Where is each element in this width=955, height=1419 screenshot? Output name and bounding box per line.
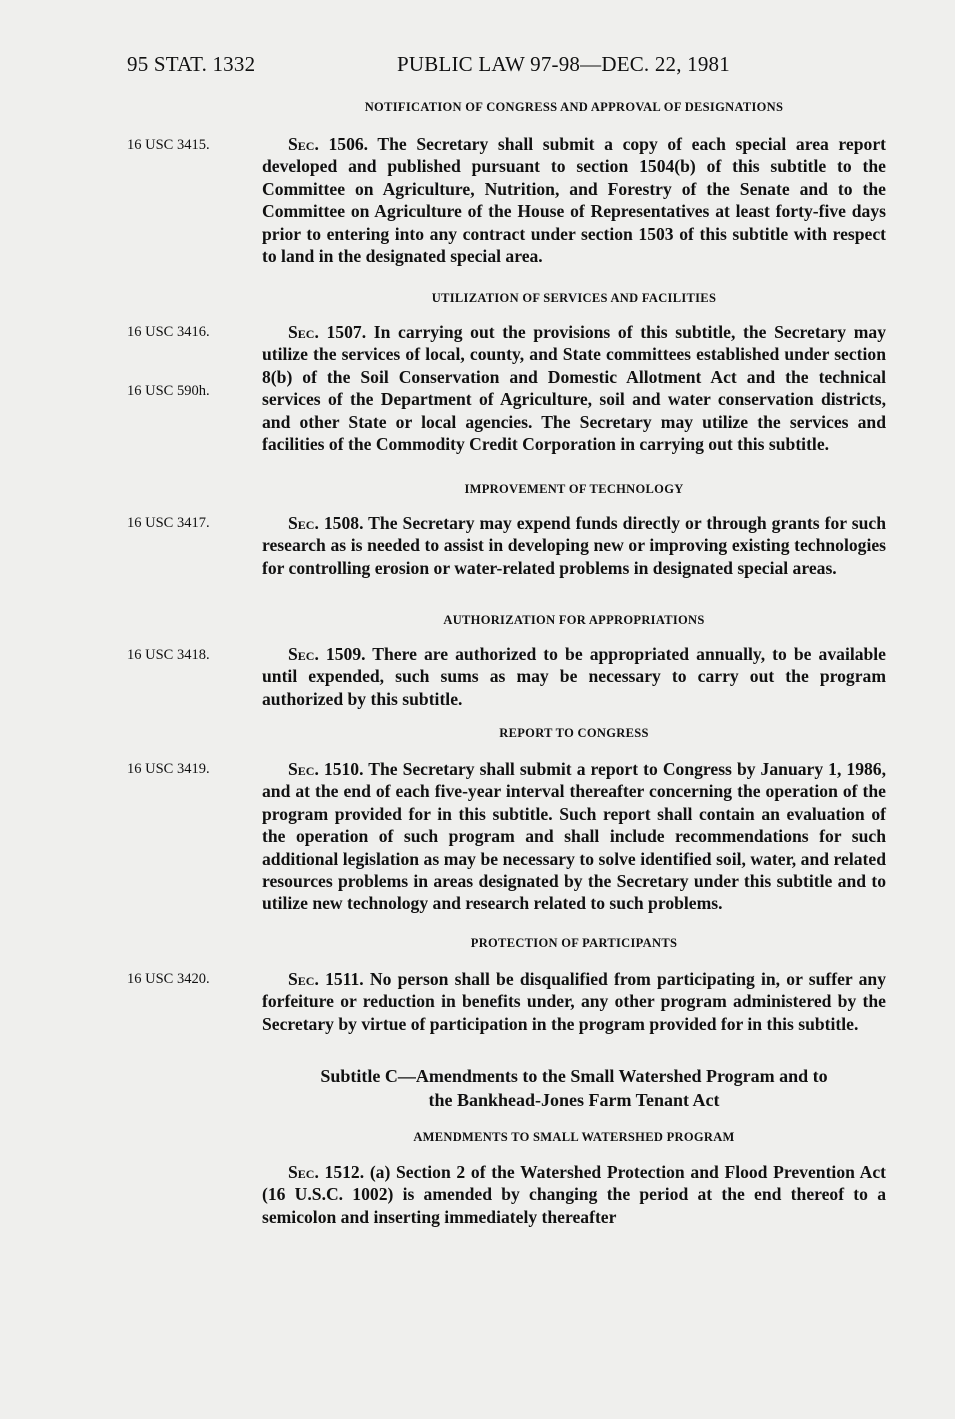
- section-body: 1512. (a) Section 2 of the Watershed Protection and Flood Prevention Act (16 U.S.C. 1002) is amended by changing the period at the end thereof to a semicolon and inserting immediately thereafter: [262, 1162, 886, 1227]
- section-heading-1511: PROTECTION OF PARTICIPANTS: [470, 936, 678, 950]
- margin-note-3420: 16 USC 3420.: [127, 971, 210, 987]
- public-law-title: PUBLIC LAW 97-98—DEC. 22, 1981: [397, 52, 730, 76]
- section-1507-text: [262, 321, 886, 455]
- section-1512-text: [262, 1161, 886, 1228]
- margin-note-3418: 16 USC 3418.: [127, 647, 210, 663]
- sec-label: Sec.: [288, 513, 319, 533]
- section-1511-text: [262, 968, 886, 1035]
- margin-note-3417: 16 USC 3417.: [127, 515, 210, 531]
- section-body: 1507. In carrying out the provisions of this subtitle, the Secretary may utilize the services of local, county, and State committees established under section 8(b) of the Soil Conservation and Domestic Allotment Act and the technical services of the Department of Agriculture, soil and water conservation districts, and other State or local agencies. The Secretary may utilize the services and facilities of the Commodity Credit Corporation in carrying out this subtitle.: [262, 322, 886, 455]
- sec-label: Sec.: [288, 322, 319, 342]
- subtitle-c-line-1: Subtitle C—Amendments to the Small Watershed Program and to: [320, 1066, 828, 1086]
- section-heading-1508: IMPROVEMENT OF TECHNOLOGY: [464, 482, 684, 496]
- sec-label: Sec.: [288, 134, 319, 154]
- sec-label: Sec.: [288, 759, 319, 779]
- section-body: 1508. The Secretary may expend funds directly or through grants for such research as is needed to assist in developing new or improving existing technologies for controlling erosion or water-related problems in designated special areas.: [262, 513, 886, 578]
- margin-note-590h: 16 USC 590h.: [127, 383, 210, 399]
- sec-label: Sec.: [288, 644, 319, 664]
- section-heading-1506: NOTIFICATION OF CONGRESS AND APPROVAL OF DESIGNATIONS: [364, 100, 784, 114]
- section-heading-1509: AUTHORIZATION FOR APPROPRIATIONS: [443, 613, 705, 627]
- sec-label: Sec.: [288, 1162, 319, 1182]
- sec-label: Sec.: [288, 969, 319, 989]
- margin-note-3416: 16 USC 3416.: [127, 324, 210, 340]
- section-1508-text: [262, 512, 886, 579]
- section-body: 1511. No person shall be disqualified from participating in, or suffer any forfeiture or reduction in benefits under, any other program administered by the Secretary by virtue of participation in the program provided for in this subtitle.: [262, 969, 886, 1034]
- subtitle-c-heading: [262, 1064, 886, 1112]
- section-heading-1507: UTILIZATION OF SERVICES AND FACILITIES: [431, 291, 717, 305]
- section-heading-1512: AMENDMENTS TO SMALL WATERSHED PROGRAM: [413, 1130, 735, 1144]
- section-1509-text: [262, 643, 886, 710]
- margin-note-3415: 16 USC 3415.: [127, 137, 210, 153]
- section-body: 1506. The Secretary shall submit a copy of each special area report developed and published pursuant to section 1504(b) of this subtitle to the Committee on Agriculture, Nutrition, and Forestry of the Senate and to the Committee on Agriculture of the House of Representatives at least forty-five days prior to entering into any contract under section 1503 of this subtitle with respect to land in the designated special area.: [262, 134, 886, 267]
- section-body: 1510. The Secretary shall submit a report to Congress by January 1, 1986, and at the end of each five-year interval thereafter concerning the operation of the program provided for in this subtitle. Such report shall contain an evaluation of the operation of such program and shall include recommendations for such additional legislation as may be necessary to solve identified soil, water, and related resources problems in areas designated by the Secretary under this subtitle and to utilize new technology and research related to such problems.: [262, 759, 886, 914]
- section-body: 1509. There are authorized to be appropriated annually, to be available until expended, such sums as may be necessary to carry out the program authorized by this subtitle.: [262, 644, 886, 709]
- section-1506-text: [262, 133, 886, 267]
- section-heading-1510: REPORT TO CONGRESS: [499, 726, 649, 740]
- subtitle-c-line-2: the Bankhead-Jones Farm Tenant Act: [428, 1090, 720, 1110]
- section-1510-text: [262, 758, 886, 915]
- margin-note-3419: 16 USC 3419.: [127, 761, 210, 777]
- stat-page-reference: 95 STAT. 1332: [127, 52, 256, 76]
